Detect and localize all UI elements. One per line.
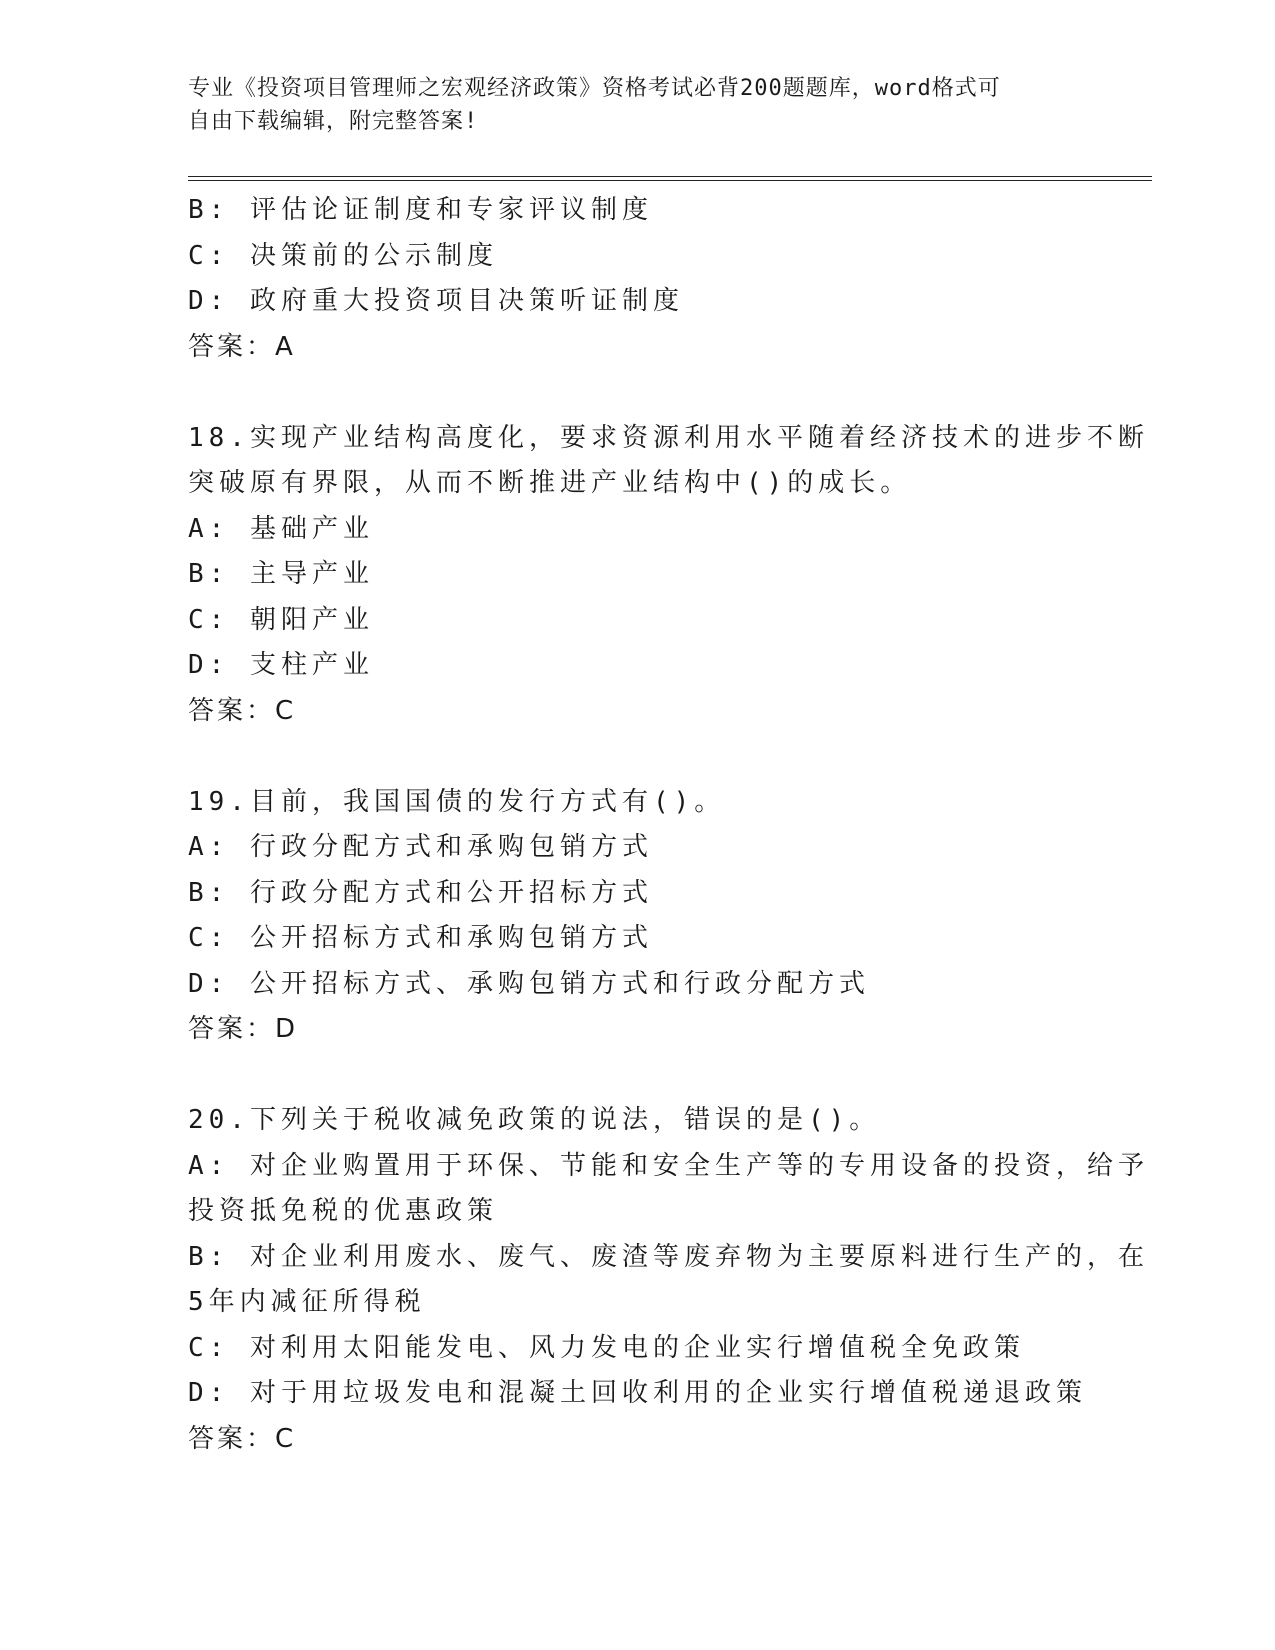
option-line: A: 对企业购置用于环保、节能和安全生产等的专用设备的投资，给予 (188, 1150, 1149, 1181)
header-divider (188, 176, 1152, 181)
header-line-2: 自由下载编辑，附完整答案! (188, 109, 479, 134)
option-line: B: 行政分配方式和公开招标方式 (188, 877, 653, 908)
question-stem: 18.实现产业结构高度化，要求资源利用水平随着经济技术的进步不断 (188, 422, 1149, 453)
question-17-continued (188, 188, 1088, 370)
option-line: B: 对企业利用废水、废气、废渣等废弃物为主要原料进行生产的，在 (188, 1241, 1149, 1272)
question-stem: 20.下列关于税收减免政策的说法，错误的是()。 (188, 1105, 881, 1135)
option-line: C: 朝阳产业 (188, 604, 374, 635)
option-line: D: 公开招标方式、承购包销方式和行政分配方式 (188, 968, 870, 999)
question-19 (188, 780, 1088, 1053)
option-line: D: 对于用垃圾发电和混凝土回收利用的企业实行增值税递退政策 (188, 1378, 1087, 1408)
question-spacer (188, 1053, 1088, 1099)
question-stem: 突破原有界限，从而不断推进产业结构中()的成长。 (188, 468, 912, 498)
option-line: D: 支柱产业 (188, 650, 374, 680)
question-18 (188, 416, 1149, 735)
answer-line: 答案：C (188, 695, 297, 726)
question-list (188, 188, 1149, 1462)
option-line: A: 基础产业 (188, 513, 374, 544)
option-line: C: 决策前的公示制度 (188, 240, 498, 271)
option-line: B: 评估论证制度和专家评议制度 (188, 195, 653, 225)
header-line-1: 专业《投资项目管理师之宏观经济政策》资格考试必背200题题库，word格式可 (188, 76, 1001, 101)
document-header (188, 72, 1068, 138)
question-stem: 19.目前，我国国债的发行方式有()。 (188, 786, 726, 817)
option-line: A: 行政分配方式和承购包销方式 (188, 832, 653, 862)
option-line: 5年内减征所得税 (188, 1287, 426, 1317)
option-line: B: 主导产业 (188, 559, 374, 589)
question-20 (188, 1098, 1149, 1462)
option-line: C: 对利用太阳能发电、风力发电的企业实行增值税全免政策 (188, 1332, 1025, 1363)
answer-line: 答案：A (188, 331, 296, 362)
option-line: 投资抵免税的优惠政策 (188, 1196, 499, 1226)
answer-line: 答案：D (188, 1014, 299, 1044)
option-line: D: 政府重大投资项目决策听证制度 (188, 286, 684, 316)
answer-line: 答案：C (188, 1423, 297, 1454)
question-spacer (188, 370, 1088, 416)
question-spacer (188, 734, 1088, 780)
option-line: C: 公开招标方式和承购包销方式 (188, 923, 653, 953)
